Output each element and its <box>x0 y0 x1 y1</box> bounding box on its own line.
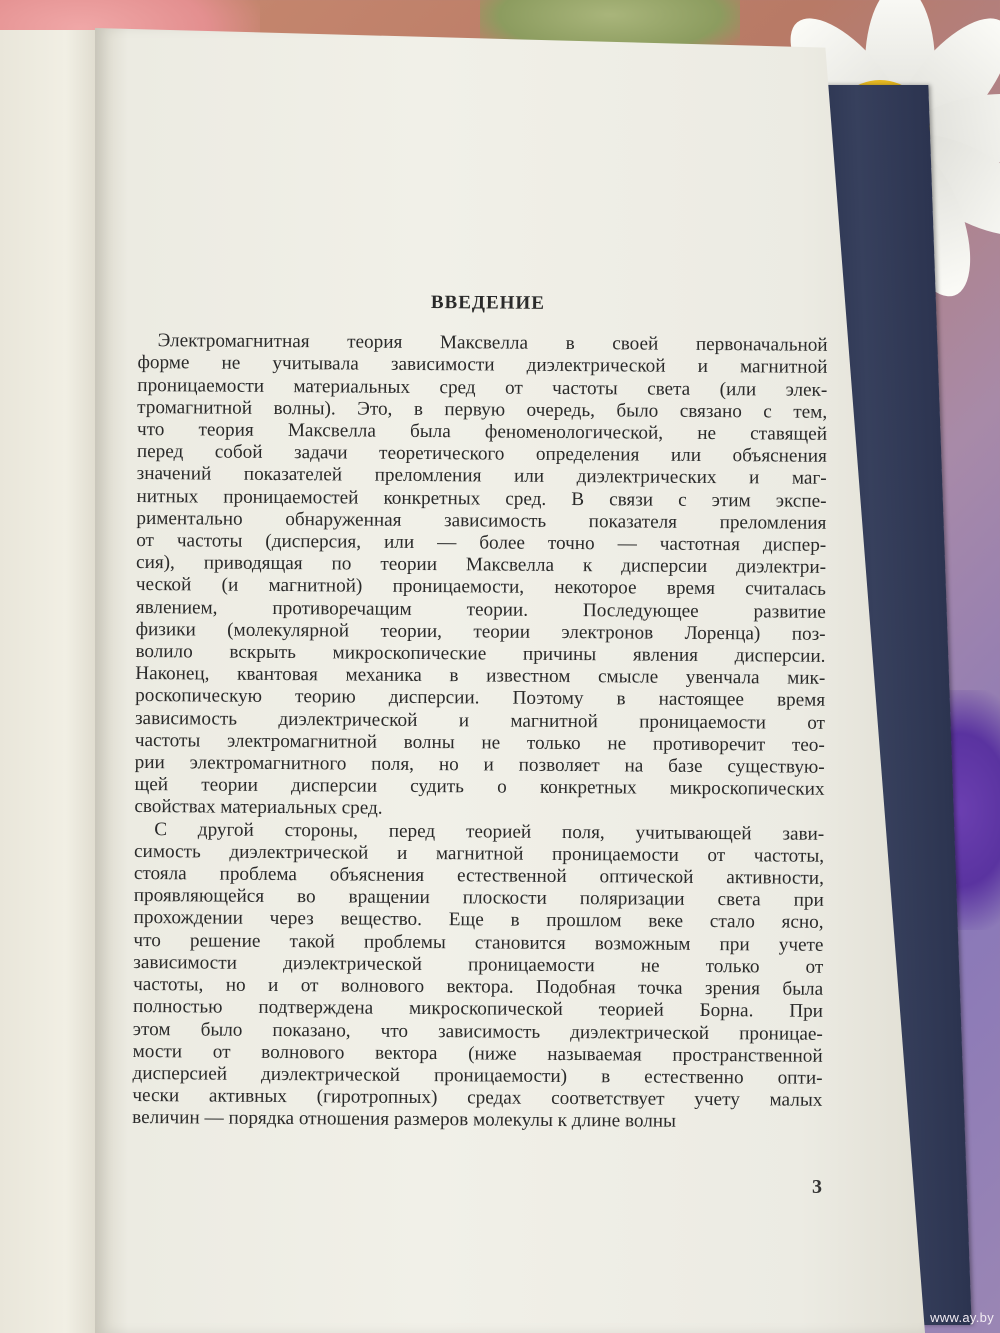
text-line: роскопическую теорию дисперсии. Поэтому в настоящее время <box>135 685 826 712</box>
text-line: величин — порядка отношения размеров молекулы к длине волны <box>132 1107 677 1133</box>
chapter-heading: ВВЕДЕНИЕ <box>430 292 545 314</box>
text-line: Наконец, квантовая механика в известном смысле увенчала мик- <box>135 663 826 690</box>
text-line: полностью подтверждена микроскопической теорией Борна. При <box>132 996 824 1023</box>
page-text <box>132 290 828 1134</box>
text-line: зависимости диэлектрической проницаемости не только от <box>133 951 824 978</box>
text-line: форме не учитывала зависимости диэлектрической и магнитной <box>137 352 828 379</box>
text-line: что теория Максвелла была феноменологической, не ставящей <box>136 419 828 445</box>
paragraph <box>132 819 824 1135</box>
text-line: проявляющейся во вращении плоскости поляризации света при <box>133 885 824 912</box>
text-line: частоты, но и от волнового вектора. Подобная точка зрения была <box>133 974 824 1000</box>
text-line: ческой (и магнитной) проницаемости, некоторое время считалась <box>135 574 826 601</box>
text-line: симость диэлектрической и магнитной проницаемости от частоты, <box>134 840 825 867</box>
paragraph <box>134 330 827 823</box>
watermark: www.ay.by <box>930 1310 994 1325</box>
text-line: щей теории дисперсии судить о конкретных микроскопических <box>134 774 825 801</box>
paragraphs-container <box>132 330 828 1134</box>
text-line: стояла проблема объяснения естественной оптической активности, <box>133 863 824 889</box>
text-line: что решение такой проблемы становится возможным при учете <box>133 929 824 956</box>
page-number: 3 <box>812 1176 822 1198</box>
text-line: риментально обнаруженная зависимость показателя преломления <box>136 507 827 534</box>
text-line: Электромагнитная теория Максвелла в своей первоначальной <box>157 330 828 357</box>
text-line: этом было показано, что зависимость диэлектрической проницае- <box>132 1018 823 1045</box>
text-line: рии электромагнитного поля, но и позволяет на базе существую- <box>134 752 825 778</box>
text-line: зависимость диэлектрической и магнитной проницаемости от <box>134 707 826 734</box>
text-line: от частоты (дисперсия, или — более точно — частотная диспер- <box>136 530 827 556</box>
text-line: перед собой задачи теоретического определения или объяснения <box>136 441 827 468</box>
text-line: волило вскрыть микроскопические причины явления дисперсии. <box>135 641 826 667</box>
text-line: частоты электромагнитной волны не только не противоречит тео- <box>134 729 825 756</box>
text-line: нитных проницаемостей конкретных сред. В связи с этим экспе- <box>136 485 827 512</box>
text-line: свойствах материальных сред. <box>134 796 383 820</box>
text-line: прохождении через вещество. Еще в прошлом веке стало ясно, <box>133 907 824 934</box>
text-line: чески активных (гиротропных) средах соответствует учету малых <box>132 1085 823 1111</box>
text-line: значений показателей преломления или диэлектрических и маг- <box>136 463 827 490</box>
previous-page-edge <box>0 30 110 1333</box>
text-line: дисперсией диэлектрической проницаемости) в естественно опти- <box>132 1062 823 1089</box>
text-line: физики (молекулярной теории, теории электронов Лоренца) поз- <box>135 618 826 645</box>
text-line: С другой стороны, перед теорией поля, учитывающей зави- <box>154 818 825 845</box>
text-line: явлением, противоречащим теории. Последующее развитие <box>135 596 826 623</box>
text-line: тромагнитной волны). Это, в первую очередь, было связано с тем, <box>137 396 828 423</box>
text-line: мости от волнового вектора (ниже называемая пространственной <box>132 1040 823 1067</box>
text-line: сия), приводящая по теории Максвелла к дисперсии диэлектри- <box>136 552 827 579</box>
text-line: проницаемости материальных сред от частоты света (или элек- <box>137 374 828 401</box>
